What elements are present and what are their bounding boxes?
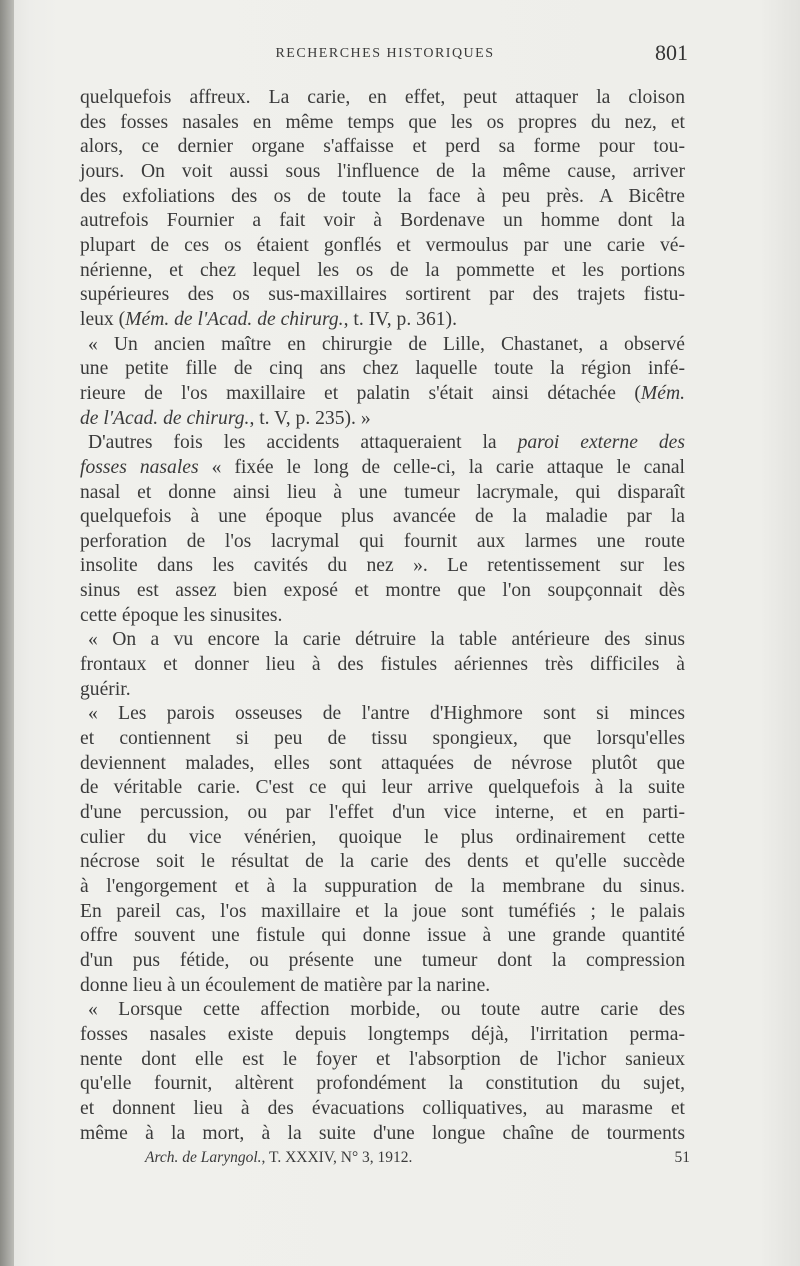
text-line: nérienne, et chez lequel les os de la pommette et les portions	[80, 259, 685, 281]
paragraph-3	[80, 431, 685, 628]
text-line: à l'engorgement et à la suppuration de la membrane du sinus.	[80, 876, 685, 897]
text-line: d'un pus fétide, ou présente une tumeur dont la compression	[80, 949, 685, 971]
paragraph-6	[80, 998, 685, 1146]
text-line: d'une percussion, ou par l'effet d'un vice interne, et en parti-	[80, 802, 685, 824]
text-line: nécrose soit le résultat de la carie des dents et qu'elle succède	[80, 851, 685, 873]
text-line: cette époque les sinusites.	[80, 604, 283, 626]
text-line: donne lieu à un écoulement de matière par la narine.	[80, 974, 491, 996]
text-line: une petite fille de cinq ans chez laquelle toute la région infé-	[80, 358, 685, 380]
running-title: RECHERCHES HISTORIQUES	[275, 46, 495, 61]
page-number: 801	[655, 40, 688, 65]
text-line: qu'elle fournit, altèrent profondément la constitution du sujet,	[80, 1073, 685, 1095]
text-line: autrefois Fournier a fait voir à Bordenave un homme dont la	[80, 210, 685, 232]
text-line: jours. On voit aussi sous l'influence de la même cause, arriver	[80, 160, 685, 182]
text-line: « On a vu encore la carie détruire la table antérieure des sinus	[88, 629, 685, 651]
text-line: « Les parois osseuses de l'antre d'Highmore sont si minces	[88, 703, 685, 725]
citation-italic: Mém.	[640, 382, 685, 404]
text-line	[80, 431, 685, 456]
book-spine-shadow	[0, 0, 14, 1266]
text-line: alors, ce dernier organe s'affaisse et perd sa forme pour tou-	[80, 136, 685, 158]
text-span: rieure de l'os maxillaire et palatin s'était ainsi détachée (	[80, 382, 641, 404]
text-line: deviennent malades, elles sont attaquées de névrose plutôt que	[80, 752, 685, 774]
text-span: D'autres fois les accidents attaqueraient la	[88, 432, 518, 454]
text-line: En pareil cas, l'os maxillaire et la joue sont tuméfiés ; le palais	[80, 900, 685, 922]
text-line: insolite dans les cavités du nez ». Le retentissement sur les	[80, 555, 685, 577]
body-text	[80, 86, 685, 1146]
text-line: supérieures des os sus-maxillaires sortirent par des trajets fistu-	[80, 284, 685, 306]
text-line: guérir.	[80, 678, 131, 700]
text-span: leux (	[80, 308, 126, 330]
text-line: quelquefois affreux. La carie, en effet, peut attaquer la cloison	[80, 87, 685, 108]
text-span: , t. V, p. 235). »	[249, 407, 371, 429]
emphasis-italic: fosses nasales	[80, 456, 199, 478]
text-line: sinus est assez bien exposé et montre que l'on soupçonnait dès	[80, 580, 685, 602]
text-line: offre souvent une fistule qui donne issue à une grande quantité	[80, 925, 685, 947]
text-line: des fosses nasales en même temps que les os propres du nez, et	[80, 111, 685, 133]
text-line: frontaux et donner lieu à des fistules aériennes très difficiles à	[80, 654, 685, 676]
text-line	[80, 456, 685, 481]
journal-title: Arch. de Laryngol.	[145, 1149, 262, 1166]
text-line: « Un ancien maître en chirurgie de Lille, Chastanet, a observé	[88, 333, 685, 355]
text-line: de véritable carie. C'est ce qui leur arrive quelquefois à la suite	[80, 777, 685, 799]
citation-italic: de l'Acad. de chirurg.	[80, 407, 250, 429]
text-line: et donnent lieu à des évacuations colliquatives, au marasme et	[80, 1097, 685, 1119]
text-line: perforation de l'os lacrymal qui fournit aux larmes une route	[80, 530, 685, 552]
text-line: nasal et donne ainsi lieu à une tumeur lacrymale, qui disparaît	[80, 481, 685, 503]
citation-italic: Mém. de l'Acad. de chirurg.	[125, 308, 344, 330]
paragraph-2	[80, 333, 685, 432]
text-line	[80, 382, 685, 407]
text-line: « Lorsque cette affection morbide, ou toute autre carie des	[88, 999, 685, 1021]
text-line: quelquefois à une époque plus avancée de la maladie par la	[80, 506, 685, 528]
text-line: fosses nasales existe depuis longtemps déjà, l'irritation perma-	[80, 1023, 685, 1045]
text-span: , t. IV, p. 361).	[343, 308, 457, 330]
text-line: même à la mort, à la suite d'une longue chaîne de tourments	[80, 1122, 685, 1144]
text-line: plupart de ces os étaient gonflés et vermoulus par une carie vé-	[80, 234, 685, 256]
text-line: culier du vice vénérien, quoique le plus ordinairement cette	[80, 826, 685, 848]
paragraph-1	[80, 86, 685, 333]
text-line	[80, 407, 685, 432]
text-line	[80, 308, 685, 333]
sheet-number: 51	[674, 1149, 690, 1166]
paragraph-4	[80, 628, 685, 702]
text-line: nente dont elle est le foyer et l'absorption de l'ichor sanieux	[80, 1048, 685, 1070]
text-line: des exfoliations des os de toute la face à peu près. A Bicêtre	[80, 185, 685, 207]
page-footer	[145, 1149, 690, 1167]
text-line: et contiennent si peu de tissu spongieux, que lorsqu'elles	[80, 728, 685, 750]
journal-volume: , T. XXXIV, N° 3, 1912.	[261, 1149, 413, 1166]
emphasis-italic: paroi externe des	[517, 432, 685, 454]
text-span: « fixée le long de celle-ci, la carie attaque le canal	[198, 456, 686, 478]
paragraph-5	[80, 702, 685, 998]
